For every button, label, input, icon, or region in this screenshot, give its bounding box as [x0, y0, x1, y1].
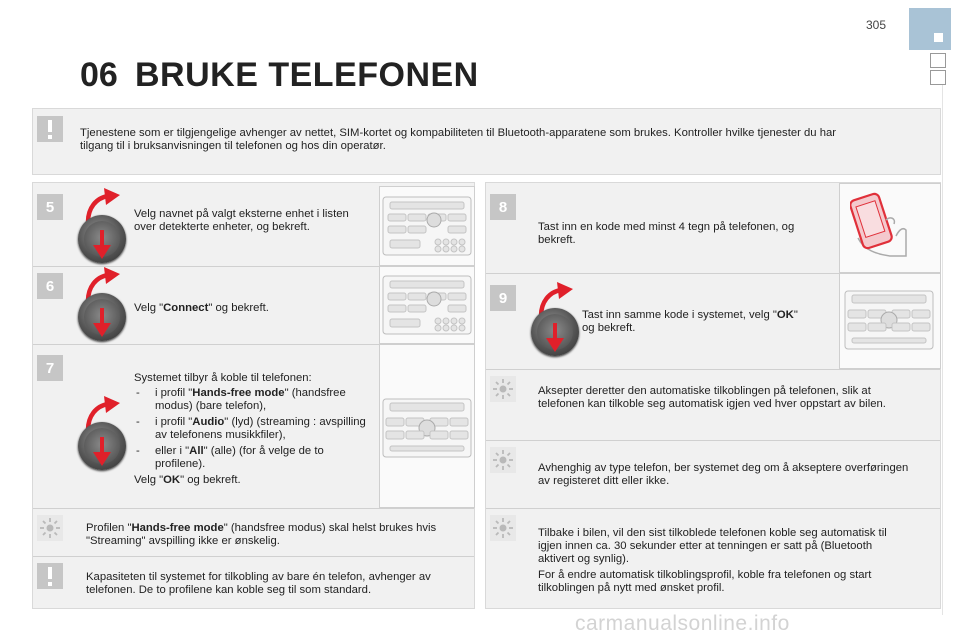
text-bold: OK — [776, 309, 794, 321]
text-part: Velg " — [134, 302, 164, 314]
step-badge-6: 6 — [37, 273, 63, 299]
tip-back-text — [538, 527, 910, 595]
text-part: Tast inn samme kode i systemet, velg " — [582, 309, 777, 321]
text-part: " og bekreft. — [180, 474, 241, 486]
step-badge-5: 5 — [37, 194, 63, 220]
step-7-outro — [134, 474, 370, 487]
radio-unit-icon — [382, 275, 472, 335]
tip-icon — [490, 376, 516, 402]
tab-marker — [934, 33, 943, 42]
text-part: " (handsfree modus) (bare telefon), — [155, 387, 346, 412]
tip-back-paragraph-2: For å endre automatisk tilkoblingsprofil, koble fra telefonen og start tilkoblingen på nytt med ønsket profil. — [538, 569, 872, 594]
text-part: " og bekreft. — [582, 309, 798, 334]
capacity-note-text: Kapasiteten til systemet for tilkobling av bare én telefon, avhenger av telefonen. De to profilene kan koble seg til som standard. — [86, 571, 431, 596]
text-part: " og bekreft. — [208, 302, 269, 314]
press-arrow-icon — [92, 308, 112, 338]
divider — [486, 440, 940, 441]
press-arrow-icon — [92, 437, 112, 467]
step-7-text — [134, 372, 370, 487]
text-bold: Audio — [192, 416, 225, 428]
text-part: i profil " — [155, 416, 193, 428]
tip-profile-text — [86, 522, 466, 548]
margin-rule — [942, 85, 943, 615]
step-8-text: Tast inn en kode med minst 4 tegn på telefonen, og bekreft. — [538, 221, 795, 246]
text-part: i profil " — [155, 387, 193, 399]
page-title: BRUKE TELEFONEN — [135, 56, 479, 94]
tip-icon — [490, 515, 516, 541]
text-part: " (alle) (for å velge de to profilene). — [155, 445, 324, 470]
divider — [486, 369, 940, 370]
list-item — [134, 387, 370, 413]
press-arrow-icon — [545, 323, 565, 353]
text-part: " (lyd) (streaming : avspilling av telefonens musikkfiler), — [155, 416, 366, 441]
nav-square-2 — [930, 70, 946, 85]
divider — [33, 508, 474, 509]
text-bold: OK — [163, 474, 181, 486]
radio-front-icon — [844, 290, 934, 350]
text-bold: Connect — [163, 302, 209, 314]
radio-unit-icon — [382, 196, 472, 256]
warning-icon — [37, 563, 63, 589]
divider — [33, 556, 474, 557]
text-part: Velg " — [134, 474, 164, 486]
tip-back-paragraph-1: Tilbake i bilen, vil den sist tilkoblede telefonen koble seg automatisk til igjen innen ca. 30 sekunder etter at tenningen er satt på (Bluetooth aktivert og synlig). — [538, 527, 887, 565]
nav-square-1 — [930, 53, 946, 68]
tip-icon — [37, 515, 63, 541]
radio-front-icon — [382, 398, 472, 458]
step-badge-9: 9 — [490, 285, 516, 311]
text-bold: All — [189, 445, 204, 457]
step-badge-7: 7 — [37, 355, 63, 381]
chapter-tab — [909, 8, 951, 50]
warning-icon — [37, 116, 63, 142]
list-item — [134, 445, 370, 471]
step-6-text — [134, 302, 364, 315]
tip-depend-text: Avhenghig av type telefon, ber systemet deg om å akseptere overføringen av registeret ditt eller ikke. — [538, 462, 909, 487]
text-bold: Hands-free mode — [131, 522, 224, 534]
text-part: eller i " — [155, 445, 190, 457]
step-7-intro: Systemet tilbyr å koble til telefonen: — [134, 372, 312, 384]
watermark: carmanualsonline.info — [575, 612, 790, 635]
divider — [486, 508, 940, 509]
step-9-text — [582, 309, 807, 335]
step-badge-8: 8 — [490, 194, 516, 220]
list-item — [134, 416, 370, 442]
intro-note-text: Tjenestene som er tilgjengelige avhenger av nettet, SIM-kortet og kompabiliteten til Bluetooth-apparatene som brukes. Kontroller hvilke tjenester du har tilgang til i bruksanvisningen til telefonen og hos din operatør. — [80, 127, 837, 152]
phone-hand-icon — [850, 190, 910, 260]
tip-icon — [490, 447, 516, 473]
tip-accept-text: Aksepter deretter den automatiske tilkoblingen på telefonen, slik at telefonen kan tilkoble seg automatisk igjen ved hver oppstart av bilen. — [538, 385, 886, 410]
chapter-number: 06 — [80, 56, 118, 94]
profile-list — [134, 387, 370, 471]
text-bold: Hands-free mode — [192, 387, 285, 399]
text-part: " (handsfree modus) skal helst brukes hvis "Streaming" avspilling ikke er ønskelig. — [86, 522, 437, 547]
page-number: 305 — [866, 18, 887, 32]
press-arrow-icon — [92, 230, 112, 260]
step-5-text: Velg navnet på valgt eksterne enhet i listen over detekterte enheter, og bekreft. — [134, 208, 349, 233]
text-part: Profilen " — [86, 522, 132, 534]
